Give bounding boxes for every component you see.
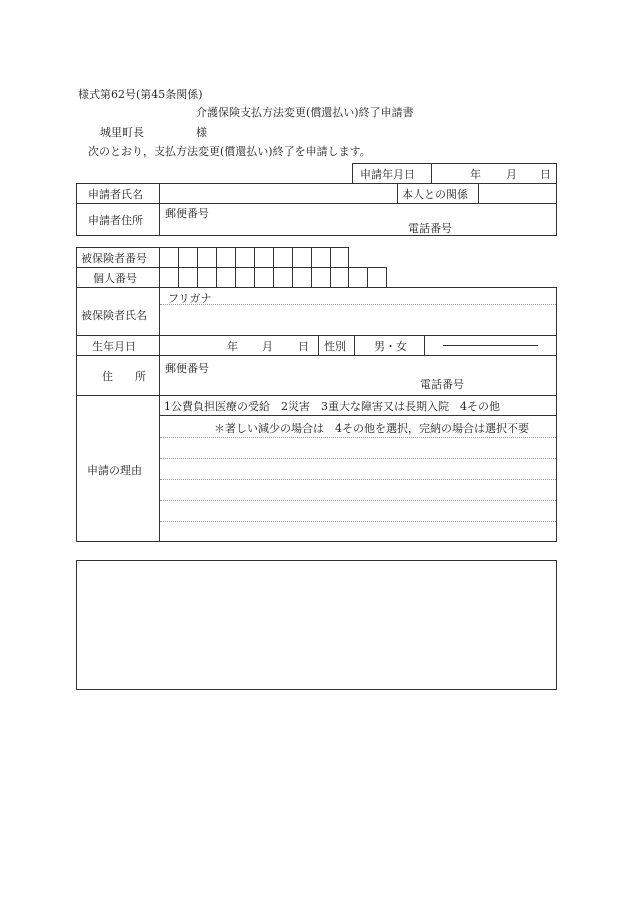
applicant-address-field[interactable] xyxy=(160,204,555,234)
remarks-box[interactable] xyxy=(76,560,557,690)
application-date-month-label: 月 xyxy=(506,168,517,181)
insured-address-field[interactable] xyxy=(160,356,555,394)
form-title: 介護保険支払方法変更(償還払い)終了申請書 xyxy=(196,106,414,119)
birth-day-label: 日 xyxy=(298,340,309,353)
insured-phone-label: 電話番号 xyxy=(420,378,464,391)
furigana-label: フリガナ xyxy=(168,292,212,305)
sex-options[interactable]: 男・女 xyxy=(374,340,407,353)
sex-blank-line xyxy=(443,345,538,346)
relation-label: 本人との関係 xyxy=(402,188,468,201)
birth-month-label: 月 xyxy=(262,340,273,353)
insured-postal-label: 郵便番号 xyxy=(165,362,209,375)
sex-label: 性別 xyxy=(324,340,346,353)
reason-options[interactable]: 1公費負担医療の受給 2災害 3重大な障害又は長期入院 4その他 xyxy=(164,400,500,413)
addressee-honorific: 様 xyxy=(196,126,207,139)
personal-number-field[interactable] xyxy=(160,268,386,286)
application-date-day-label: 日 xyxy=(540,168,551,181)
insured-name-field[interactable] xyxy=(160,305,555,334)
birth-year-label: 年 xyxy=(227,340,238,353)
reason-note: ＊著しい減少の場合は 4その他を選択，完納の場合は選択不要 xyxy=(214,422,529,435)
applicant-postal-label: 郵便番号 xyxy=(165,207,209,220)
furigana-field[interactable] xyxy=(160,288,555,303)
form-number: 様式第62号(第45条関係) xyxy=(78,88,203,101)
application-date-field[interactable] xyxy=(432,164,555,182)
intro-text: 次のとおり，支払方法変更(償還払い)終了を申請します。 xyxy=(88,145,371,158)
applicant-address-label: 申請者住所 xyxy=(88,214,143,227)
insured-name-label: 被保険者氏名 xyxy=(81,309,147,322)
applicant-name-label: 申請者氏名 xyxy=(88,188,143,201)
birth-date-field[interactable] xyxy=(160,336,317,354)
applicant-name-field[interactable] xyxy=(160,184,396,202)
reason-label: 申請の理由 xyxy=(87,464,142,477)
applicant-phone-label: 電話番号 xyxy=(408,222,452,235)
reason-details-field[interactable] xyxy=(160,438,555,540)
application-date-label: 申請年月日 xyxy=(360,168,415,181)
birth-date-label: 生年月日 xyxy=(92,340,136,353)
addressee: 城里町長 xyxy=(100,126,144,139)
insured-number-field[interactable] xyxy=(160,248,348,266)
relation-field[interactable] xyxy=(479,184,555,202)
personal-number-label: 個人番号 xyxy=(93,272,137,285)
application-date-year-label: 年 xyxy=(470,168,481,181)
insured-address-label: 住 所 xyxy=(102,370,146,383)
insured-number-label: 被保険者番号 xyxy=(81,252,147,265)
